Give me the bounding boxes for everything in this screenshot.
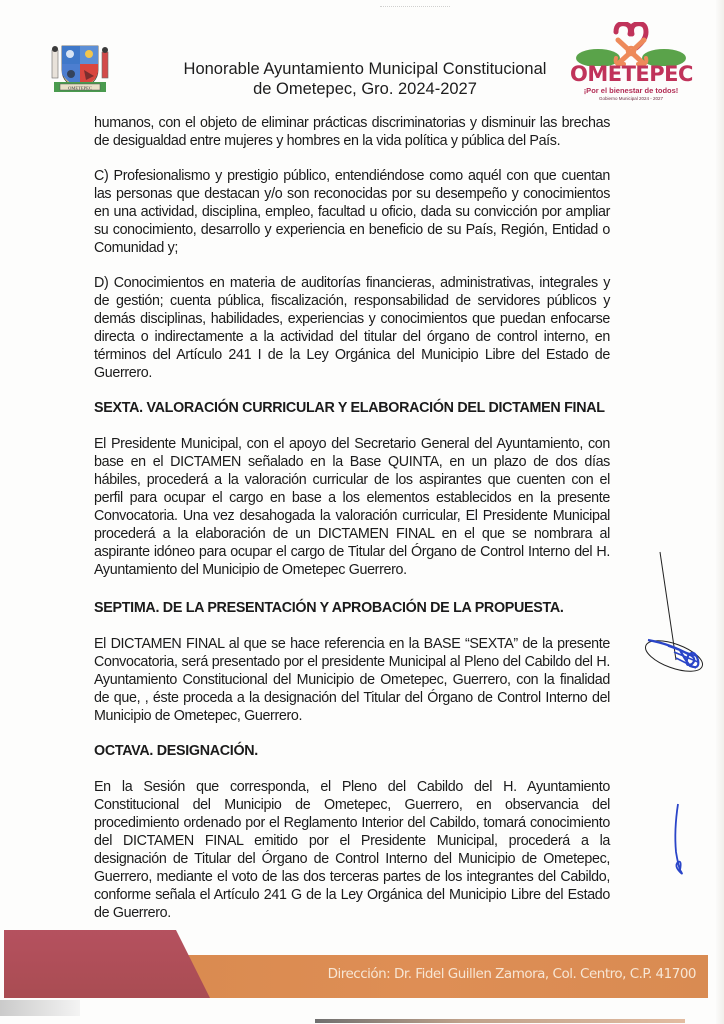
section-heading-septima: SEPTIMA. DE LA PRESENTACIÓN Y APROBACIÓN DE LA PROPUESTA. [94, 600, 564, 616]
footer-maroon-block [4, 930, 214, 998]
brand-term: Gobierno Municipal 2024 - 2027 [598, 96, 664, 101]
section-heading-sexta: SEXTA. VALORACIÓN CURRICULAR Y ELABORACIÓN DEL DICTAMEN FINAL [94, 400, 605, 416]
page-edge [716, 0, 724, 1024]
municipal-crest-icon [50, 40, 110, 94]
document-body [94, 114, 610, 939]
paragraph-criterion-d: D) Conocimientos en materia de auditorías financieras, administrativas, integrales y de gestión; cuenta pública, fiscalización, responsabilidad de servidores públicos y demás disciplinas, habilidades, experiencias y conocimientos que puedan enfocarse directa o indirectamente a la actividad del titular del órgano de control interno, en términos del Artículo 241 I de la Ley Orgánica del Municipio Libre del Estado de Guerrero. [94, 275, 610, 381]
letterhead [0, 0, 724, 110]
signature-2 [668, 800, 698, 880]
paragraph-intro-continuation: humanos, con el objeto de eliminar prácticas discriminatorias y disminuir las brechas de desigualdad entre mujeres y hombres en la vida política y pública del País. [94, 115, 610, 149]
footer-underline [315, 1019, 685, 1023]
paragraph-criterion-c: C) Profesionalismo y prestigio público, entendiéndose como aquél con que cuentan las personas que destacan y/o son reconocidas por su desempeño y conocimientos en una actividad, disciplina, empleo, facultad u oficio, dada su convicción por ampliar su conocimiento, desarrollo y experiencia en beneficio de su País, Región, Entidad o Comunidad y; [94, 168, 610, 256]
footer-address: Dirección: Dr. Fidel Guillen Zamora, Col. Centro, C.P. 41700 [327, 966, 696, 982]
footer-banner [0, 928, 724, 1024]
section-body-sexta: El Presidente Municipal, con el apoyo del Secretario General del Ayuntamiento, con base en el DICTAMEN señalado en la Base QUINTA, en un plazo de dos días hábiles, procederá a la valoración curricular de los aspirantes que cuenten con el perfil para ocupar el cargo en base a los elementos establecidos en la presente Convocatoria. Una vez desahogada la valoración curricular, El Presidente Municipal procederá a la elaboración de un DICTAMEN FINAL en el que se nombrara al aspirante idóneo para ocupar el cargo de Titular del Órgano de Control Interno del H. Ayuntamiento del Municipio de Ometepec Guerrero. [94, 436, 610, 578]
section-heading-octava: OCTAVA. DESIGNACIÓN. [94, 743, 258, 759]
signature-1 [640, 548, 720, 678]
letterhead-title [150, 59, 580, 99]
brand-name: OMETEPEC [570, 62, 693, 86]
section-body-septima: El DICTAMEN FINAL al que se hace referencia en la BASE “SEXTA” de la presente Convocatoria, será presentado por el presidente Municipal al Pleno del Cabildo del H. Ayuntamiento Constitucional del Municipio de Ometepec, Guerrero, con la finalidad de que, , éste proceda a la designación del Titular del Órgano de Control Interno del Municipio de Ometepec, Guerrero. [94, 636, 610, 724]
section-body-octava: En la Sesión que corresponda, el Pleno del Cabildo del H. Ayuntamiento Constitucional del Municipio de Ometepec, Guerrero, en observancia del procedimiento ordenado por el Reglamento Interior del Cabildo, tomará conocimiento del DICTAMEN FINAL emitido por el Presidente Municipal, procederá a la designación de Titular del Órgano de Control Interno del Municipio de Ometepec, Guerrero, mediante el voto de las dos terceras partes de los integrantes del Cabildo, conforme señala el Artículo 241 G de la Ley Orgánica del Municipio Libre del Estado de Guerrero. [94, 779, 610, 921]
letterhead-title-line1: Honorable Ayuntamiento Municipal Constitucional [183, 60, 547, 78]
ometepec-brand-logo [570, 22, 692, 112]
knot-heart-icon [570, 22, 692, 66]
crest-label: OMETEPEC [68, 85, 92, 91]
brand-slogan: ¡Por el bienestar de todos! [583, 86, 679, 95]
footer-shadow [0, 1000, 80, 1016]
letterhead-title-line2: de Ometepec, Gro. 2024-2027 [253, 80, 477, 98]
